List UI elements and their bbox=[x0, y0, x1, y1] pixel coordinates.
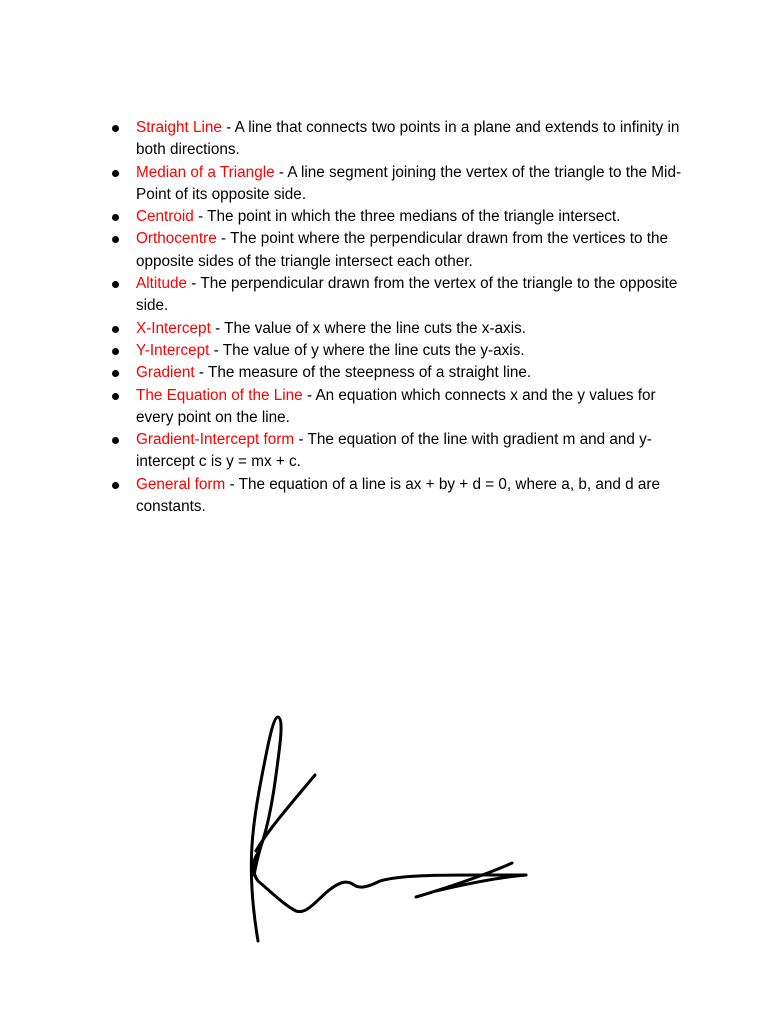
definition-term: The Equation of the Line bbox=[136, 386, 303, 404]
bullet-icon bbox=[112, 281, 119, 288]
definition-item bbox=[110, 206, 690, 228]
definition-item bbox=[110, 474, 690, 519]
definition-term: Altitude bbox=[136, 275, 188, 293]
definition-description: An equation which connects x and the y values for every point on the line. bbox=[136, 386, 656, 426]
definition-separator: - bbox=[225, 475, 239, 493]
definition-description: The perpendicular drawn from the vertex of the triangle to the opposite side. bbox=[136, 275, 678, 315]
definition-list bbox=[110, 117, 690, 518]
bullet-icon bbox=[112, 370, 119, 377]
definition-term: Y-Intercept bbox=[136, 341, 210, 359]
definition-separator: - bbox=[274, 163, 288, 181]
definition-separator: - bbox=[210, 319, 225, 337]
definition-separator: - bbox=[187, 275, 201, 293]
bullet-icon bbox=[112, 125, 119, 132]
definition-separator: - bbox=[221, 119, 235, 136]
definition-description: The value of x where the line cuts the x-axis. bbox=[224, 319, 526, 337]
definition-item bbox=[110, 228, 690, 273]
bullet-icon bbox=[112, 348, 119, 355]
definition-separator: - bbox=[216, 230, 231, 248]
definition-description: The measure of the steepness of a straight line. bbox=[208, 364, 532, 382]
bullet-icon bbox=[112, 326, 119, 333]
definition-term: Orthocentre bbox=[136, 230, 217, 248]
definition-separator: - bbox=[193, 208, 208, 226]
definition-description: The value of y where the line cuts the y-axis. bbox=[222, 341, 525, 359]
bullet-icon bbox=[112, 437, 119, 444]
definition-term: X-Intercept bbox=[136, 319, 211, 337]
definition-item bbox=[110, 362, 690, 384]
definition-item bbox=[110, 162, 690, 207]
definition-description: The equation of a line is ax + by + d = 0, where a, b, and d are constants. bbox=[136, 475, 660, 516]
definition-separator: - bbox=[294, 431, 308, 449]
definition-separator: - bbox=[302, 386, 316, 404]
definition-separator: - bbox=[194, 364, 208, 382]
definition-description: A line that connects two points in a plane and extends to infinity in both directions. bbox=[136, 119, 680, 159]
definition-term: Gradient-Intercept form bbox=[136, 431, 295, 449]
definition-term: Median of a Triangle bbox=[136, 163, 275, 181]
definition-item bbox=[110, 117, 690, 162]
bullet-icon bbox=[112, 214, 119, 221]
definition-item bbox=[110, 273, 690, 318]
definition-term: General form bbox=[136, 475, 226, 493]
bullet-icon bbox=[112, 236, 119, 243]
definition-item bbox=[110, 429, 690, 474]
definition-description: A line segment joining the vertex of the triangle to the Mid-Point of its opposite side. bbox=[136, 163, 682, 203]
definition-item bbox=[110, 340, 690, 362]
bullet-icon bbox=[112, 482, 119, 489]
definition-term: Straight Line bbox=[136, 119, 222, 136]
definition-separator: - bbox=[209, 341, 223, 359]
definition-description: The point in which the three medians of the triangle intersect. bbox=[207, 208, 621, 226]
definition-item bbox=[110, 318, 690, 340]
bullet-icon bbox=[112, 393, 119, 400]
definition-term: Centroid bbox=[136, 208, 194, 226]
bullet-icon bbox=[112, 170, 119, 177]
handwritten-signature bbox=[240, 705, 540, 955]
definition-item bbox=[110, 385, 690, 430]
definition-description: The equation of the line with gradient m and and y-intercept c is y = mx + c. bbox=[136, 431, 652, 471]
definition-description: The point where the perpendicular drawn from the vertices to the opposite sides of the triangle intersect each other. bbox=[136, 230, 669, 270]
definition-term: Gradient bbox=[136, 364, 195, 382]
